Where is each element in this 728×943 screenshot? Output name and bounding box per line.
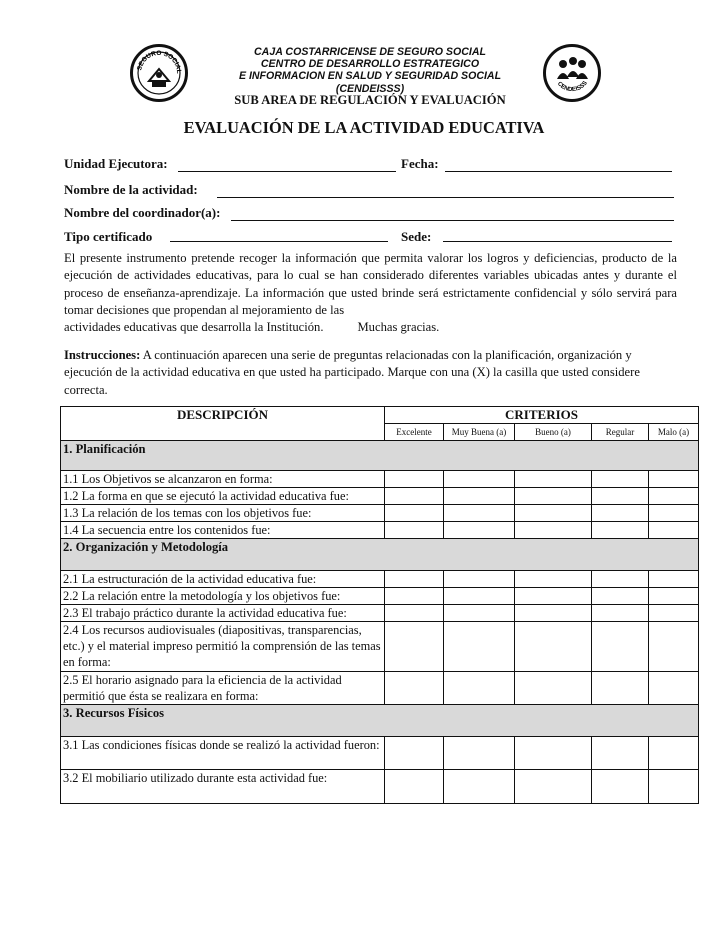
sede-label: Sede: [401,229,432,244]
intro-last-line [64,319,677,336]
rating-cell[interactable] [649,571,699,588]
rating-cell[interactable] [592,522,649,539]
intro-body: El presente instrumento pretende recoger la información que permita valorar los logros y deficiencias, producto de la ejecución de actividades educativas, para lo cual se han considerado diferentes variables ubicadas antes y durante el proceso de enseñanza-aprendizaje. La información que usted brinde será estrictamente confidencial y sólo servirá para tomar decisiones que propendan al mejoramiento de las [64,251,677,317]
rating-cell[interactable] [515,622,592,672]
rating-cell[interactable] [515,770,592,804]
table-row: 1.4 La secuencia entre los contenidos fue: [61,522,385,539]
rating-cell[interactable] [444,471,515,488]
rating-cell[interactable] [444,488,515,505]
rating-cell[interactable] [515,522,592,539]
rating-cell[interactable] [515,737,592,770]
table-row: 2.5 El horario asignado para la eficiencia de la actividad permitió que ésta se realizara en forma: [61,672,385,705]
intro-last-text: actividades educativas que desarrolla la Institución. [64,320,324,335]
tipo-certificado-input-line[interactable] [170,241,388,242]
rating-cell[interactable] [515,471,592,488]
description-header: DESCRIPCIÓN [61,407,385,441]
rating-cell[interactable] [444,571,515,588]
section-recursos-fisicos: 3. Recursos Físicos [61,705,699,737]
table-row: 3.2 El mobiliario utilizado durante esta actividad fue: [61,770,385,804]
rating-cell[interactable] [444,588,515,605]
rating-cell[interactable] [592,488,649,505]
rating-cell[interactable] [385,505,444,522]
rating-cell[interactable] [649,770,699,804]
nombre-actividad-label: Nombre de la actividad: [64,182,198,197]
criteria-malo: Malo (a) [649,424,699,441]
rating-cell[interactable] [444,605,515,622]
rating-cell[interactable] [515,505,592,522]
rating-cell[interactable] [649,672,699,705]
table-row: 2.4 Los recursos audiovisuales (diapositivas, transparencias, etc.) y el material impreso permitió la comprensión de las temas en forma: [61,622,385,672]
rating-cell[interactable] [444,737,515,770]
intro-paragraph [64,250,677,336]
rating-cell[interactable] [385,522,444,539]
rating-cell[interactable] [385,622,444,672]
rating-cell[interactable] [515,571,592,588]
instructions-text: A continuación aparecen una serie de preguntas relacionadas con la planificación, organización y ejecución de la actividad educativa en que usted ha participado. Marque con una (X) la casilla que usted considere correcta. [64,348,640,397]
rating-cell[interactable] [592,605,649,622]
rating-cell[interactable] [385,605,444,622]
page-title: EVALUACIÓN DE LA ACTIVIDAD EDUCATIVA [183,118,545,137]
fecha-label: Fecha: [401,156,439,171]
instructions-label: Instrucciones: [64,348,141,362]
evaluation-table [60,406,699,804]
subarea-heading: SUB AREA DE REGULACIÓN Y EVALUACIÓN [234,93,506,107]
document-header [0,0,728,110]
table-row: 2.2 La relación entre la metodología y los objetivos fue: [61,588,385,605]
intro-thanks: Muchas gracias. [357,320,440,335]
tipo-certificado-label: Tipo certificado [64,229,153,244]
table-row: 2.3 El trabajo práctico durante la actividad educativa fue: [61,605,385,622]
rating-cell[interactable] [649,471,699,488]
ccss-seal-icon [133,47,185,99]
sede-input-line[interactable] [443,241,672,242]
nombre-actividad-input-line[interactable] [217,197,674,198]
logo-left-text: SEGURO SOCIAL [136,49,183,74]
criteria-excelente: Excelente [385,424,444,441]
rating-cell[interactable] [592,588,649,605]
org-line: (CENDEISSS) [335,82,405,95]
rating-cell[interactable] [592,737,649,770]
logo-right-text: CENDEISSS [555,80,589,94]
coordinador-input-line[interactable] [231,220,674,221]
rating-cell[interactable] [385,737,444,770]
section-organizacion: 2. Organización y Metodología [61,539,699,571]
rating-cell[interactable] [649,588,699,605]
rating-cell[interactable] [444,622,515,672]
org-line: CAJA COSTARRICENSE DE SEGURO SOCIAL [254,46,486,58]
table-row: 1.1 Los Objetivos se alcanzaron en forma: [61,471,385,488]
rating-cell[interactable] [385,571,444,588]
instructions-paragraph [64,347,677,399]
organization-name [200,46,540,95]
rating-cell[interactable] [649,737,699,770]
rating-cell[interactable] [444,672,515,705]
rating-cell[interactable] [649,505,699,522]
rating-cell[interactable] [444,522,515,539]
rating-cell[interactable] [592,672,649,705]
rating-cell[interactable] [515,672,592,705]
rating-cell[interactable] [385,471,444,488]
rating-cell[interactable] [649,605,699,622]
criteria-regular: Regular [592,424,649,441]
rating-cell[interactable] [592,571,649,588]
rating-cell[interactable] [515,588,592,605]
rating-cell[interactable] [385,672,444,705]
svg-text:CENDEISSS [556,80,589,93]
org-line: E INFORMACION EN SALUD Y SEGURIDAD SOCIAL [238,70,502,83]
rating-cell[interactable] [385,770,444,804]
unidad-label: Unidad Ejecutora: [64,156,168,171]
cendeisss-logo [543,44,601,102]
rating-cell[interactable] [649,522,699,539]
table-row: 2.1 La estructuración de la actividad educativa fue: [61,571,385,588]
rating-cell[interactable] [592,471,649,488]
rating-cell[interactable] [385,588,444,605]
rating-cell[interactable] [649,622,699,672]
table-row: 1.3 La relación de los temas con los objetivos fue: [61,505,385,522]
rating-cell[interactable] [592,505,649,522]
criteria-header: CRITERIOS [385,407,699,424]
rating-cell[interactable] [444,770,515,804]
unidad-input-line[interactable] [178,171,396,172]
rating-cell[interactable] [385,488,444,505]
fecha-input-line[interactable] [445,171,672,172]
rating-cell[interactable] [592,622,649,672]
rating-cell[interactable] [592,770,649,804]
rating-cell[interactable] [649,488,699,505]
table-row: 1.2 La forma en que se ejecutó la actividad educativa fue: [61,488,385,505]
table-row: 3.1 Las condiciones físicas donde se realizó la actividad fueron: [61,737,385,770]
ccss-seal-logo [130,44,188,102]
coordinador-label: Nombre del coordinador(a): [64,205,221,220]
criteria-bueno: Bueno (a) [515,424,592,441]
rating-cell[interactable] [444,505,515,522]
criteria-muy-buena: Muy Buena (a) [444,424,515,441]
cendeisss-people-icon [546,47,598,99]
org-line: CENTRO DE DESARROLLO ESTRATEGICO [260,58,480,71]
rating-cell[interactable] [515,605,592,622]
rating-cell[interactable] [515,488,592,505]
section-planificacion: 1. Planificación [61,441,699,471]
